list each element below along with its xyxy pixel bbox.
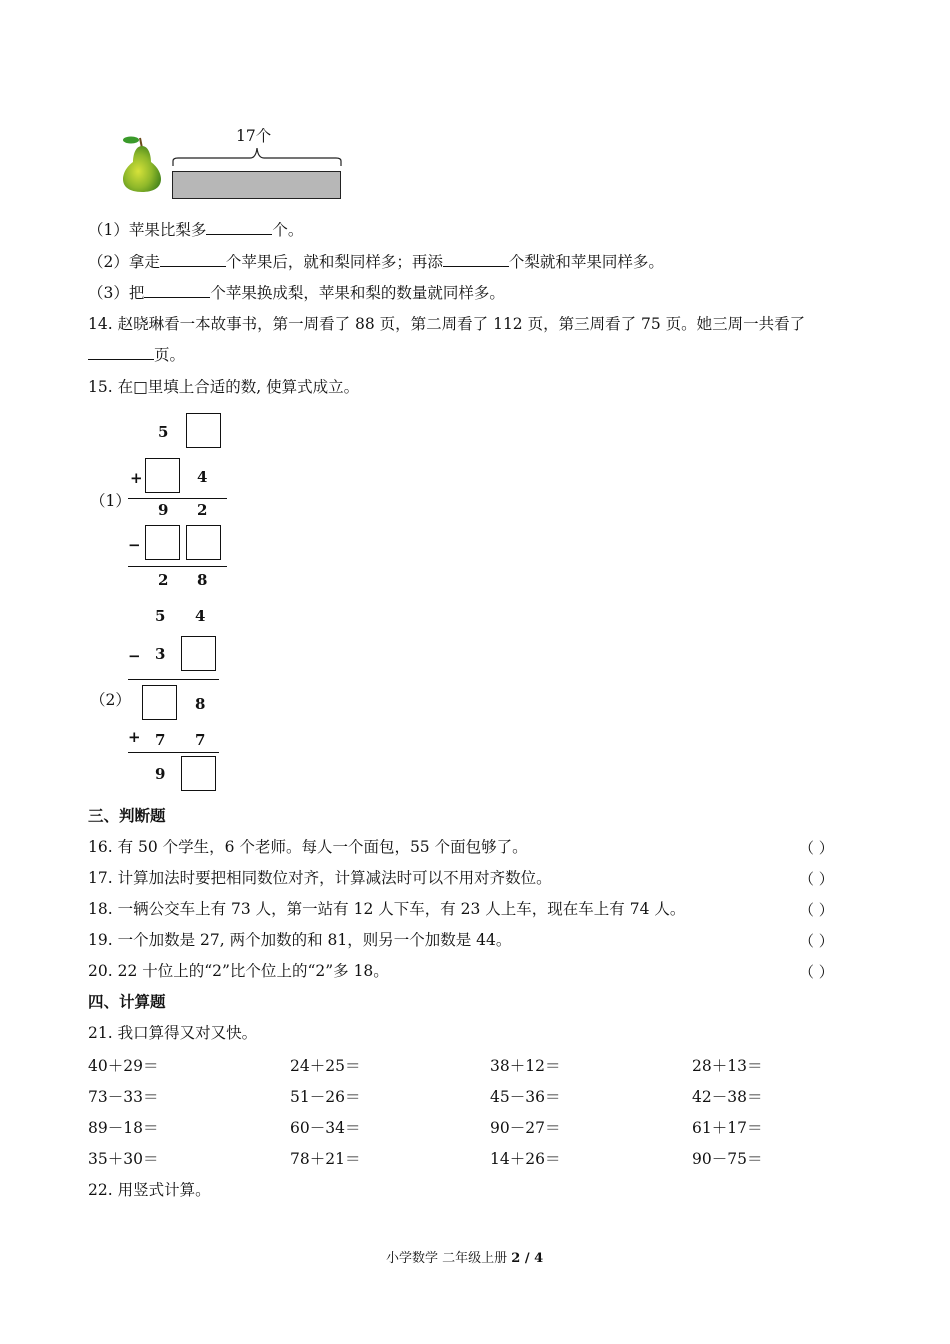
answer-box[interactable] — [145, 525, 180, 560]
sum-line — [128, 498, 227, 499]
q13-part1-text: （1）苹果比梨多 — [88, 221, 207, 239]
digit: 9 — [158, 501, 169, 519]
oral-calc-item: 14＋26＝ — [490, 1150, 561, 1168]
q13-part2-text: （2）拿走 — [88, 253, 160, 271]
plus-sign: + — [130, 469, 143, 487]
answer-box[interactable] — [186, 413, 221, 448]
page-number: 2 / 4 — [511, 1251, 544, 1266]
q13-part3-suffix: 个苹果换成梨，苹果和梨的数量就同样多。 — [210, 284, 505, 302]
minus-sign: − — [128, 536, 141, 554]
q14-text: 14. 赵晓琳看一本故事书，第一周看了 88 页，第二周看了 112 页，第三周看了 75 页。她三周一共看了 — [88, 315, 806, 333]
answer-box[interactable] — [142, 685, 177, 720]
q15-part1-label: （1） — [90, 492, 131, 510]
oral-calc-item: 45－36＝ — [490, 1088, 561, 1106]
oral-calc-item: 78＋21＝ — [290, 1150, 361, 1168]
answer-blank[interactable] — [88, 345, 154, 360]
bar-rectangle — [172, 171, 341, 199]
sum-line — [128, 752, 219, 753]
q15-part2-label: （2） — [90, 691, 131, 709]
digit: 2 — [197, 501, 208, 519]
q13-part2-suffix: 个梨就和苹果同样多。 — [508, 253, 664, 271]
answer-box[interactable] — [181, 636, 216, 671]
answer-box[interactable] — [186, 525, 221, 560]
answer-box[interactable] — [145, 458, 180, 493]
judge-question: 16. 有 50 个学生，6 个老师。每人一个面包，55 个面包够了。 — [88, 838, 528, 856]
q13-part2 — [88, 252, 664, 272]
answer-parentheses[interactable]: （ ） — [799, 839, 834, 857]
q13-part3-text: （3）把 — [88, 284, 145, 302]
section-heading-judge: 三、判断题 — [88, 807, 166, 825]
digit: 8 — [195, 695, 206, 713]
answer-box[interactable] — [181, 756, 216, 791]
difference-line — [128, 566, 227, 567]
answer-blank[interactable] — [144, 283, 210, 298]
answer-parentheses[interactable]: （ ） — [799, 963, 834, 981]
digit: 8 — [197, 571, 208, 589]
section-heading-calc: 四、计算题 — [88, 993, 166, 1011]
oral-calc-item: 40＋29＝ — [88, 1057, 159, 1075]
answer-parentheses[interactable]: （ ） — [799, 932, 834, 950]
q15-title: 15. 在□里填上合适的数, 使算式成立。 — [88, 378, 360, 396]
judge-question: 17. 计算加法时要把相同数位对齐，计算减法时可以不用对齐数位。 — [88, 869, 552, 887]
judge-question: 19. 一个加数是 27, 两个加数的和 81，则另一个加数是 44。 — [88, 931, 512, 949]
answer-parentheses[interactable]: （ ） — [799, 870, 834, 888]
digit: 5 — [155, 607, 166, 625]
difference-line — [128, 679, 219, 680]
q13-part3 — [88, 283, 505, 303]
q14-suffix: 页。 — [154, 346, 186, 364]
q14-line2 — [88, 345, 185, 365]
oral-calc-item: 73－33＝ — [88, 1088, 159, 1106]
digit: 3 — [155, 645, 166, 663]
digit: 5 — [158, 423, 169, 441]
answer-blank[interactable] — [160, 252, 226, 267]
q22-title: 22. 用竖式计算。 — [88, 1181, 211, 1199]
digit: 4 — [197, 468, 208, 486]
digit: 7 — [155, 731, 166, 749]
oral-calc-item: 38＋12＝ — [490, 1057, 561, 1075]
plus-sign: + — [128, 728, 141, 746]
pear-icon — [118, 134, 166, 194]
oral-calc-item: 61＋17＝ — [692, 1119, 763, 1137]
footer-text: 小学数学 二年级上册 — [386, 1251, 512, 1266]
q13-part1 — [88, 220, 303, 240]
oral-calc-item: 90－75＝ — [692, 1150, 763, 1168]
q21-title: 21. 我口算得又对又快。 — [88, 1024, 258, 1042]
oral-calc-item: 60－34＝ — [290, 1119, 361, 1137]
brace-icon — [172, 144, 342, 168]
digit: 9 — [155, 765, 166, 783]
oral-calc-item: 89－18＝ — [88, 1119, 159, 1137]
oral-calc-item: 35＋30＝ — [88, 1150, 159, 1168]
answer-blank[interactable] — [443, 252, 509, 267]
oral-calc-item: 90－27＝ — [490, 1119, 561, 1137]
digit: 7 — [195, 731, 206, 749]
judge-question: 20. 22 十位上的“2”比个位上的“2”多 18。 — [88, 962, 389, 980]
brace-label: 17个 — [236, 127, 272, 145]
judge-question: 18. 一辆公交车上有 73 人，第一站有 12 人下车，有 23 人上车，现在车上有 74 人。 — [88, 900, 686, 918]
pear-image — [118, 134, 166, 194]
page-footer — [386, 1247, 543, 1266]
oral-calc-item: 51－26＝ — [290, 1088, 361, 1106]
answer-parentheses[interactable]: （ ） — [799, 901, 834, 919]
digit: 2 — [158, 571, 169, 589]
oral-calc-item: 28＋13＝ — [692, 1057, 763, 1075]
minus-sign: − — [128, 647, 141, 665]
digit: 4 — [195, 607, 206, 625]
answer-blank[interactable] — [206, 220, 272, 235]
oral-calc-item: 24＋25＝ — [290, 1057, 361, 1075]
q13-part1-suffix: 个。 — [272, 221, 304, 239]
q13-part2-mid: 个苹果后，就和梨同样多；再添 — [225, 253, 443, 271]
oral-calc-item: 42－38＝ — [692, 1088, 763, 1106]
